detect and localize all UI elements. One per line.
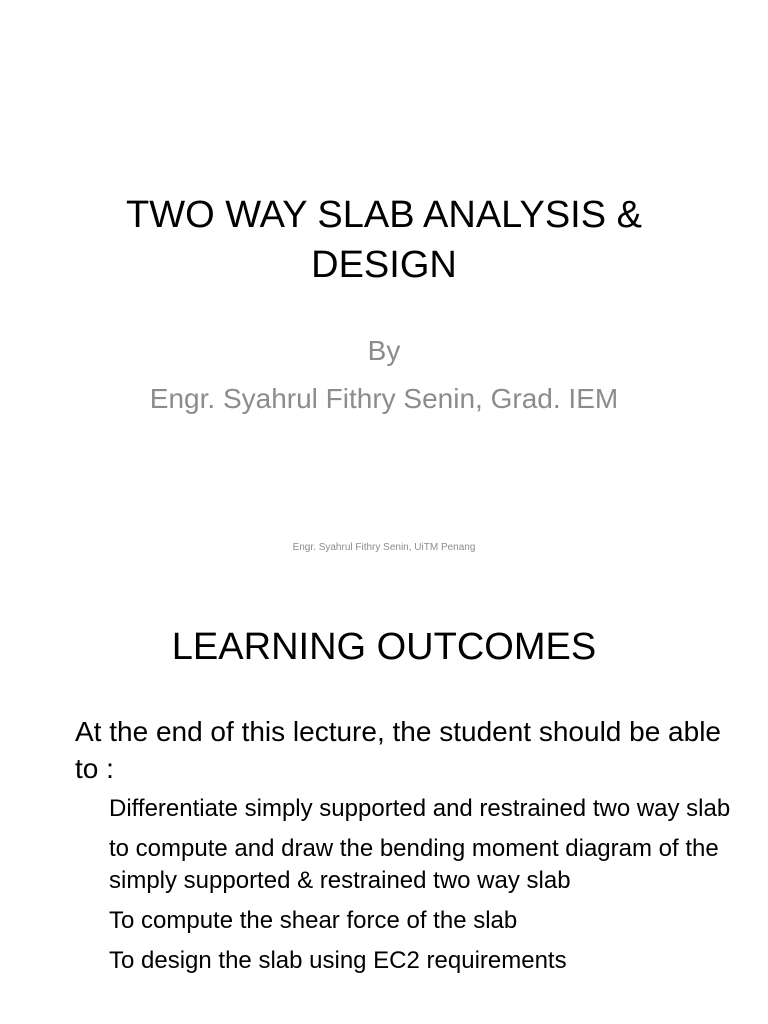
title-line-2: DESIGN [311, 244, 457, 286]
outcome-item: To compute the shear force of the slab [109, 907, 518, 934]
outcome-item: to compute and draw the bending moment diagram of the simply supported & restrained two way slab [109, 835, 719, 894]
outcome-item: Differentiate simply supported and restrained two way slab [109, 795, 731, 822]
outcome-list [109, 793, 749, 985]
slide-title [60, 190, 708, 290]
title-line-1: TWO WAY SLAB ANALYSIS & [126, 194, 642, 236]
learning-outcomes-slide [0, 576, 768, 1024]
subtitle-author: Engr. Syahrul Fithry Senin, Grad. IEM [149, 383, 619, 414]
intro-text: At the end of this lecture, the student should be able to : [75, 716, 721, 784]
slide-heading: LEARNING OUTCOMES [171, 626, 597, 668]
outcome-item: To design the slab using EC2 requirements [109, 947, 567, 974]
slide-footer: Engr. Syahrul Fithry Senin, UiTM Penang [292, 542, 476, 553]
subtitle-by: By [367, 335, 401, 366]
